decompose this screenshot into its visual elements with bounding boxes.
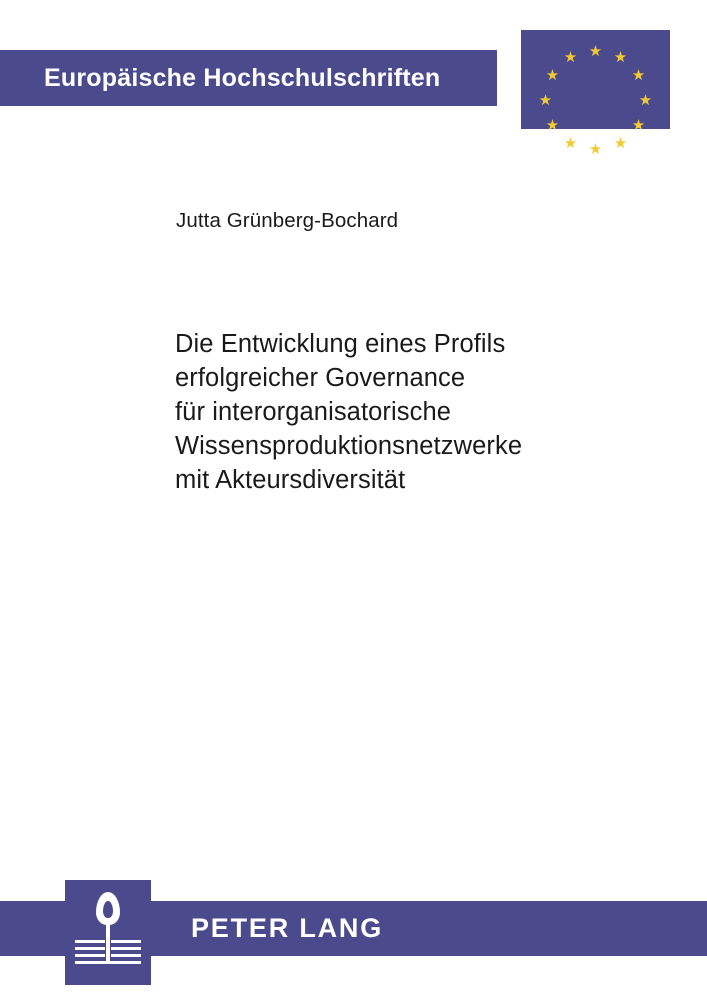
title-line: Die Entwicklung eines Profils: [175, 330, 506, 358]
eu-star: ★: [631, 67, 646, 84]
eu-star: ★: [613, 135, 628, 152]
eu-star: ★: [545, 67, 560, 84]
eu-star: ★: [538, 92, 553, 109]
publisher-name: PETER LANG: [191, 913, 384, 943]
eu-star: ★: [563, 49, 578, 66]
book-title: [175, 327, 675, 497]
european-union-flag: [521, 30, 670, 158]
eu-star: ★: [631, 117, 646, 134]
peter-lang-emblem-icon: [65, 880, 151, 985]
title-line: mit Akteursdiversität: [175, 466, 406, 494]
author-name: Jutta Grünberg-Bochard: [176, 209, 399, 232]
title-line: erfolgreicher Governance: [175, 364, 466, 392]
title-line: Wissensproduktionsnetzwerke: [175, 432, 523, 460]
eu-star: ★: [613, 49, 628, 66]
eu-star: ★: [638, 92, 653, 109]
series-title: Europäische Hochschulschriften: [44, 63, 441, 92]
eu-star: ★: [563, 135, 578, 152]
title-line: für interorganisatorische: [175, 398, 452, 426]
eu-star: ★: [545, 117, 560, 134]
open-book-icon: [75, 936, 141, 970]
series-banner: [0, 50, 497, 106]
publisher-logo: [65, 880, 151, 985]
eu-star: ★: [588, 141, 603, 158]
flame-icon: [96, 892, 120, 925]
eu-star: ★: [588, 43, 603, 60]
